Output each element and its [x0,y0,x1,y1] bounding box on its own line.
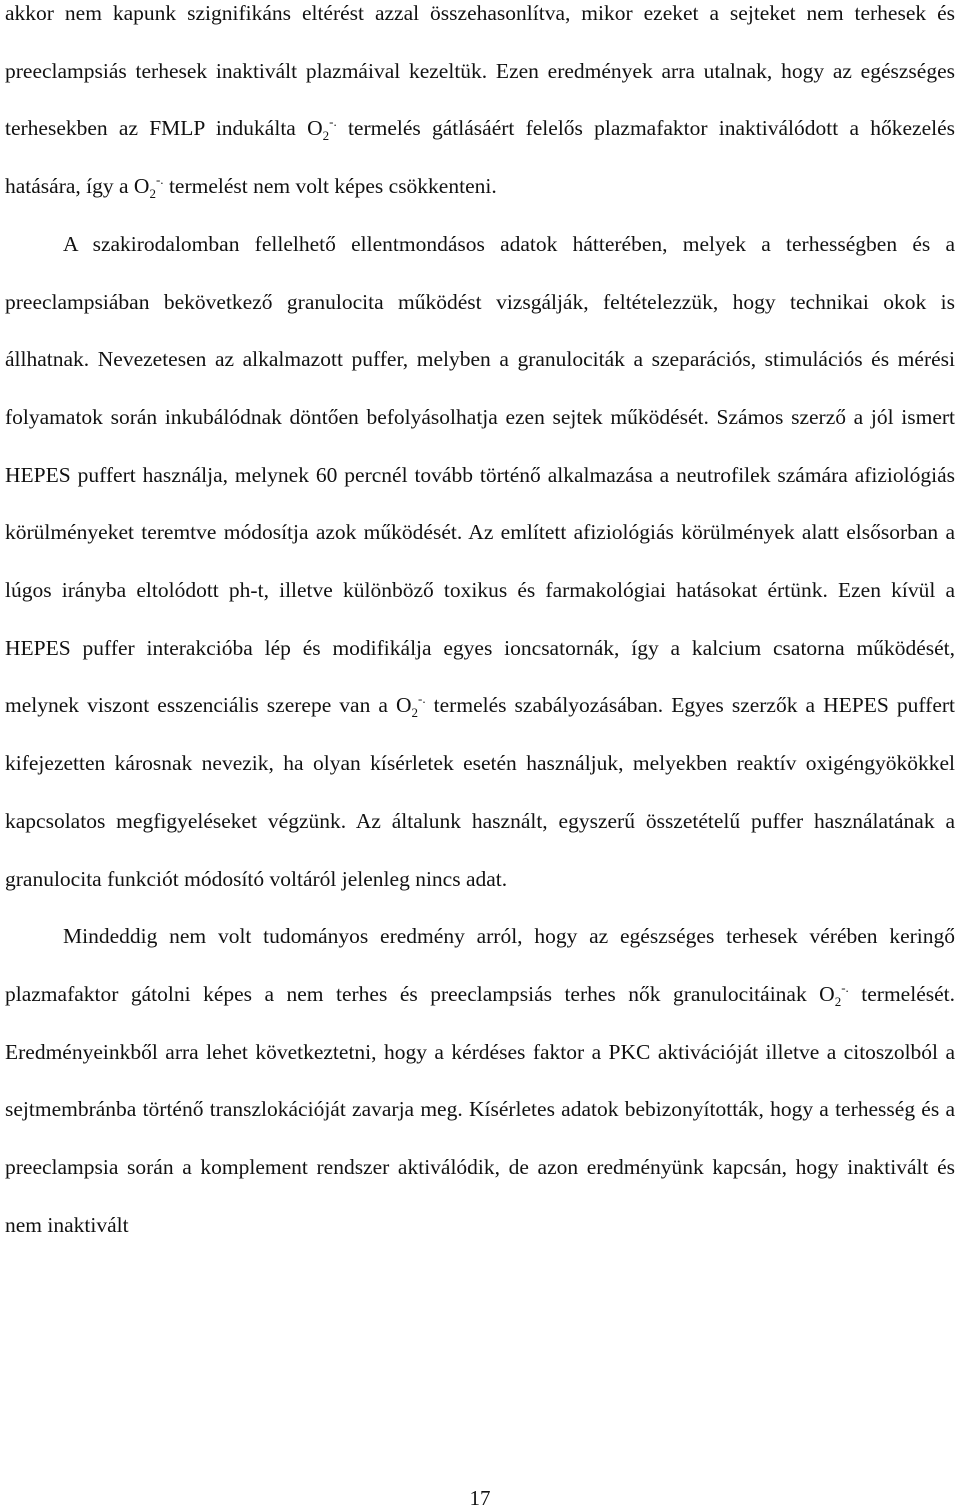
subscript: 2 [149,186,156,202]
subscript: 2 [411,705,419,721]
paragraph-3 [5,908,955,1254]
text-run: termelés szabályozásában. Egyes szerzők a HEPES puffert kifejezetten károsnak nevezik, ha olyan kísérletek esetén használjuk, melyekben reaktív oxigéngyökökkel kapcsolatos megfigyeléseket végzünk. Az általunk használt, egyszerű összetételű puffer használatának a granulocita funkciót módosító voltáról jelenleg nincs adat. [5,693,955,891]
superscript: -. [418,691,426,707]
paragraph-2 [5,216,955,908]
text-run: termelés gátlásáért felelős plazmafaktor inaktiválódott a hőkezelés hatására, így a O [5,116,955,199]
text-run: akkor nem kapunk szignifikáns eltérést azzal összehasonlítva, mikor ezeket a sejteket nem terhesek és preeclampsiás terhesek inaktivált plazmáival kezeltük. Ezen eredmények arra utalnak, hogy az egészséges terhesekben az FMLP indukálta O [5,1,955,141]
subscript: 2 [322,128,330,144]
subscript: 2 [834,993,842,1009]
text-run: termelését. Eredményeinkből arra lehet következtetni, hogy a kérdéses faktor a PKC aktivációját illetve a citoszolból a sejtmembránba történő transzlokációját zavarja meg. Kísérletes adatok bebizonyították, hogy a terhesség és a preeclampsia során a komplement rendszer aktiválódik, de azon eredményünk kapcsán, hogy inaktivált és nem inaktivált [5,981,956,1237]
text-run: termelést nem volt képes csökkenteni. [163,174,497,199]
text-run: A szakirodalomban fellelhető ellentmondásos adatok hátterében, melyek a terhességben és a preeclampsiában bekövetkező granulocita működést vizsgálják, feltételezzük, hogy technikai okok is állhatnak. Nevezetesen az alkalmazott puffer, melyben a granulociták a szeparációs, stimulációs és mérési folyamatok során inkubálódnak döntően befolyásolhatja ezen sejtek működését. Számos szerző a jól ismert HEPES puffert használja, melynek 60 percnél tovább történő alkalmazása a neutrofilek számára afiziológiás körülményeket teremtve módosítja azok működését. Az említett afiziológiás körülmények alatt elsősorban a lúgos irányba eltolódott ph-t, illetve különböző toxikus és farmakológiai hatásokat értünk. Ezen kívül a HEPES puffer interakcióba lép és modifikálja egyes ioncsatornák, így a kalcium csatorna működését, melynek viszont esszenciális szerepe van a O [5,231,955,718]
paragraph-1 [5,0,955,216]
superscript: -. [155,172,164,188]
superscript: -. [329,114,337,130]
superscript: -. [841,979,849,995]
page-number: 17 [469,1486,491,1510]
text-run: Mindeddig nem volt tudományos eredmény arról, hogy az egészséges terhesek vérében keringő plazmafaktor gátolni képes a nem terhes és preeclampsiás terhes nők granulocitáinak O [5,924,955,1006]
document-page [5,0,955,1254]
